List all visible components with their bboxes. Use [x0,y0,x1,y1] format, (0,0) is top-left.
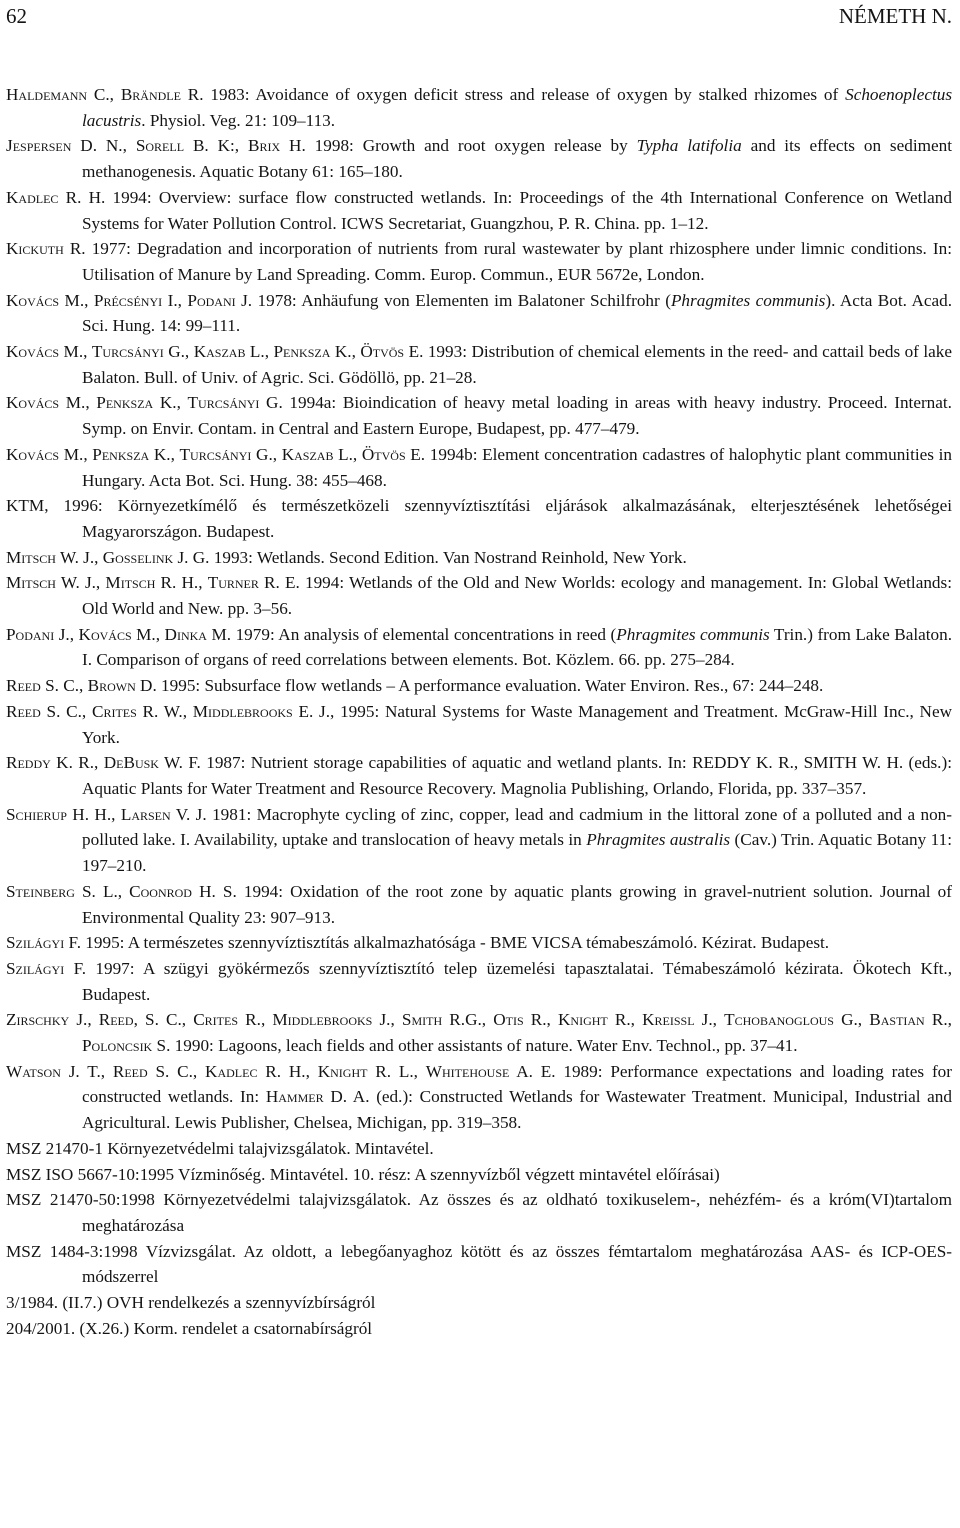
author-name: Kickuth [6,239,64,259]
author-name: Kadlec [6,187,59,207]
reference-text: R., [607,1010,643,1030]
author-name: Knight [558,1010,608,1030]
reference-text: S. C., [40,676,88,696]
reference-text: R. 1977: Degradation and incorporation of nutrients from rural wastewater by plant rhizosphere under limnic conditions. In: Utilisation of Manure by Land Spreading. Comm. Europ. Commun., EUR 5672e, London. [63,239,952,284]
reference-text: R. 1983: Avoidance of oxygen deficit stress and release of oxygen by stalked rhizomes of [180,85,846,104]
species-name: Phragmites communis [670,290,826,310]
author-name: Otis [493,1010,524,1030]
reference-text: R., [238,1010,273,1030]
author-name: Whitehouse [425,1061,510,1081]
reference-text: H. H., [66,804,121,824]
reference-entry [6,288,952,339]
reference-text: J. T., [60,1061,113,1081]
reference-entry [6,1059,952,1136]
reference-text: MSZ 21470-50:1998 Környezetvédelmi talajvizsgálatok. Az összes és az oldható toxikuselem-, nehézfém- és a króm(VI)tartalom meghatározása [6,1190,952,1235]
reference-text: R. H. 1994: Overview: surface flow constructed wetlands. In: Proceedings of the 4th International Conference on Wetland Systems for Water Pollution Control. ICWS Secretariat, Guangzhou, P. R. China. pp. 1–12. [58,187,952,233]
author-name: Reddy [6,753,51,773]
species-name: Phragmites australis [586,830,731,850]
reference-text: 3/1984. (II.7.) OVH rendelkezés a szennyvízbírságról [6,1293,376,1313]
reference-entry [6,570,952,621]
page-header [6,2,952,30]
reference-text: MSZ 1484-3:1998 Vízvizsgálat. Az oldott, a lebegőanyaghoz kötött és az összes fémtartalom meghatározása AAS- és ICP-OES-módszerrel [6,1241,952,1287]
author-name: Ötvös [360,342,405,362]
author-name: Middlebrooks [192,701,293,721]
author-name: Watson [6,1061,61,1081]
author-name: Crites [193,1010,239,1030]
page-number: 62 [6,4,27,28]
author-name: Turcsányi [179,444,252,464]
reference-text: W. J., [55,547,103,567]
author-name: Steinberg [6,881,75,901]
reference-text: H. 1998: Growth and root oxygen release by [280,136,637,156]
author-name: Coonrod [129,881,192,901]
reference-text: R. E. 1994: Wetlands of the Old and New Worlds: ecology and management. In: Global Wetlands: Old World and New. pp. 3–56. [82,573,952,619]
reference-text: B. K:, [184,136,249,156]
author-name: Middlebrooks [272,1010,373,1030]
reference-entry [6,673,952,699]
reference-text: M., [59,290,94,310]
reference-entry [6,879,952,930]
author-name: Dinka [164,624,207,644]
reference-text: F. 1995: A természetes szennyvíztisztítás alkalmazhatósága - BME VICSA témabeszámoló. Kézirat. Budapest. [64,933,830,953]
reference-text: L., [333,444,362,464]
reference-text: G., [163,342,194,362]
reference-entry [6,1007,952,1058]
author-name: Kreissl [642,1010,695,1030]
reference-text: R. H., [257,1061,318,1081]
reference-text: MSZ 21470-1 Környezetvédelmi talajvizsgálatok. Mintavétel. [6,1138,434,1158]
author-name: Mitsch [105,573,156,593]
reference-entry [6,442,952,493]
reference-entry [6,493,952,544]
reference-text: MSZ ISO 5667-10:1995 Vízminőség. Mintavétel. 10. rész: A szennyvízből végzett mintavétel előírásai) [6,1164,720,1184]
author-name: Kovács [6,444,60,464]
author-name: Reed [6,676,41,696]
author-name: Haldemann [6,85,88,104]
author-name: Reed [6,701,41,721]
author-name: Poloncsik [82,1036,153,1056]
reference-text: D. N., [71,136,136,156]
author-name: Turcsányi [187,393,260,413]
reference-text: M., [131,624,165,644]
reference-text: C., [87,85,121,104]
author-name: Reed [98,1010,134,1030]
author-name: Jespersen [6,136,72,156]
reference-text: M., [59,393,97,413]
reference-text: A. E. 1989: Performance expectations and loading rates for constructed wetlands. In: [82,1061,952,1107]
author-name: Smith [401,1010,443,1030]
author-name: Schierup [6,804,67,824]
reference-entry [6,1290,952,1316]
reference-text: J., [694,1010,725,1030]
author-name: Brown [87,676,136,696]
author-name: Hammer [265,1087,324,1107]
reference-text: F. 1997: A szügyi gyökérmezős szennyvíztisztító telep üzemelési tapasztalatai. Témabeszámoló kézirata. Ökotech Kft., Budapest. [64,958,952,1004]
author-name: Bastian [869,1010,925,1030]
reference-text: , S. C., [133,1010,194,1030]
reference-text: E. J., 1995: Natural Systems for Waste Management and Treatment. McGraw-Hill Inc., New York. [82,701,953,747]
reference-entry [6,750,952,801]
reference-text: E. 1994b: Element concentration cadastres of halophytic plant communities in Hungary. Acta Bot. Sci. Hung. 38: 455–468. [82,444,952,490]
author-name: DeBusk [103,753,159,773]
author-name: Larsen [120,804,171,824]
author-name: Kovács [6,290,60,310]
reference-text: I., [162,290,188,310]
reference-text: W. J., [55,573,106,593]
reference-text: and its effects on sediment methanogenesis. Aquatic Botany 61: 165–180. [82,136,952,182]
reference-text: J., [69,1010,99,1030]
reference-text: V. J. 1981: Macrophyte cycling of zinc, copper, lead and cadmium in the littoral zone of a polluted and a non-polluted lake. I. Availability, uptake and translocation of heavy metals in [82,804,952,850]
reference-text: L., [245,342,274,362]
reference-entry [6,133,952,184]
reference-text: R., [924,1010,952,1030]
reference-text: G., [251,444,282,464]
reference-entry [6,545,952,571]
reference-text: K., [153,393,188,413]
reference-text: G., [833,1010,870,1030]
reference-entry [6,1187,952,1238]
reference-text: G. 1994a: Bioindication of heavy metal loading in areas with heavy industry. Proceed. Internat. Symp. on Envir. Contam. in Central and Eastern Europe, Budapest, pp. 477–479. [82,393,952,439]
species-name: Typha latifolia [636,136,742,156]
reference-entry [6,390,952,441]
author-name: Zirschky [6,1010,70,1030]
reference-text: M. 1979: An analysis of elemental concentrations in reed ( [206,624,617,644]
running-head: NÉMETH N. [838,4,952,28]
author-name: Turcsányi [91,342,164,362]
author-name: Podani [6,624,55,644]
author-name: Kadlec [205,1061,258,1081]
reference-text: R. W., [136,701,193,721]
reference-entry [6,802,952,879]
author-name: Penksza [92,444,150,464]
reference-text: S. L., [74,881,130,901]
reference-entry [6,1316,952,1342]
author-name: Crites [91,701,137,721]
reference-text: K., [330,342,361,362]
author-name: Podani [187,290,236,310]
reference-list [6,82,952,1341]
reference-entry [6,82,952,133]
reference-entry [6,339,952,390]
reference-text: R., [523,1010,558,1030]
reference-text: ). Acta Bot. Acad. Sci. Hung. 14: 99–111. [82,290,953,336]
reference-text: K., [149,444,180,464]
author-name: Tchobanoglous [724,1010,834,1030]
reference-entry [6,236,952,287]
reference-text: R. H., [155,573,208,593]
reference-text: D. 1995: Subsurface flow wetlands – A performance evaluation. Water Environ. Res., 67: 244–248. [135,676,824,696]
reference-entry [6,699,952,750]
reference-text: R. L., [367,1061,426,1081]
author-name: Kovács [6,342,60,362]
reference-text: M., [59,342,92,362]
author-name: Turner [207,573,259,593]
author-name: Précsényi [93,290,163,310]
author-name: Ötvös [361,444,406,464]
species-name: Schoenoplectus lacustris [82,85,953,130]
reference-text: W. F. 1987: Nutrient storage capabilities of aquatic and wetland plants. In: REDDY K. R., SMITH W. H. (eds.): Aquatic Plants for Water Treatment and Resource Recovery. Magnolia Publishing, Orlando, Florida, pp. 337–357. [82,753,952,798]
reference-text: 204/2001. (X.26.) Korm. rendelet a csatornabírságról [6,1318,373,1338]
author-name: Kovács [6,393,60,413]
author-name: Penksza [96,393,154,413]
author-name: Kaszab [281,444,334,464]
author-name: Reed [112,1061,148,1081]
reference-text: Trin.) from Lake Balaton. I. Comparison of organs of reed correlations between elements. Bot. Közlem. 66. pp. 275–284. [82,624,952,670]
reference-entry [6,1239,952,1290]
author-name: Gosselink [102,547,174,567]
reference-entry [6,930,952,956]
reference-text: J., [54,624,79,644]
author-name: Penksza [273,342,331,362]
reference-entry [6,622,952,673]
author-name: Brix [248,136,281,156]
species-name: Phragmites communis [616,624,770,644]
author-name: Mitsch [6,573,56,593]
reference-entry [6,185,952,236]
reference-text: H. S. 1994: Oxidation of the root zone by aquatic plants growing in gravel-nutrient solution. Journal of Environmental Quality 23: 907–913. [82,881,952,927]
author-name: Szilágyi [6,933,65,953]
reference-text: S. C., [40,701,92,721]
reference-text: E. 1993: Distribution of chemical elements in the reed- and cattail beds of lake Balaton. Bull. of Univ. of Agric. Sci. Gödöllö, pp. 21–28. [82,342,953,387]
author-name: Szilágyi [6,958,65,978]
author-name: Sorell [135,136,185,156]
author-name: Kovács [78,624,132,644]
reference-text: J. G. 1993: Wetlands. Second Edition. Van Nostrand Reinhold, New York. [173,547,687,567]
reference-entry [6,1136,952,1162]
reference-text: R.G., [442,1010,494,1030]
reference-entry [6,1162,952,1188]
reference-text: S. C., [147,1061,206,1081]
reference-entry [6,956,952,1007]
reference-text: D. A. (ed.): Constructed Wetlands for Wastewater Treatment. Municipal, Industrial and Agricultural. Lewis Publisher, Chelsea, Michigan, pp. 319–358. [82,1087,952,1133]
reference-text: J. 1978: Anhäufung von Elementen im Balatoner Schilfrohr ( [235,290,671,310]
reference-text: M., [59,444,93,464]
author-name: Mitsch [6,547,56,567]
author-name: Brändle [120,85,181,104]
reference-text: K. R., [50,753,104,773]
author-name: Knight [317,1061,368,1081]
reference-text: (Cav.) Trin. Aquatic Botany 11: 197–210. [82,830,953,876]
reference-text: J., [372,1010,402,1030]
reference-text: KTM, 1996: Környezetkímélő és természetközeli szennyvíztisztítási eljárások alkalmazásának, elterjesztésének lehetőségei Magyarországon. Budapest. [6,496,952,541]
reference-text: S. 1990: Lagoons, leach fields and other assistants of nature. Water Env. Technol., pp. 37–41. [152,1036,798,1056]
reference-text: . Physiol. Veg. 21: 109–113. [141,110,336,130]
author-name: Kaszab [193,342,246,362]
